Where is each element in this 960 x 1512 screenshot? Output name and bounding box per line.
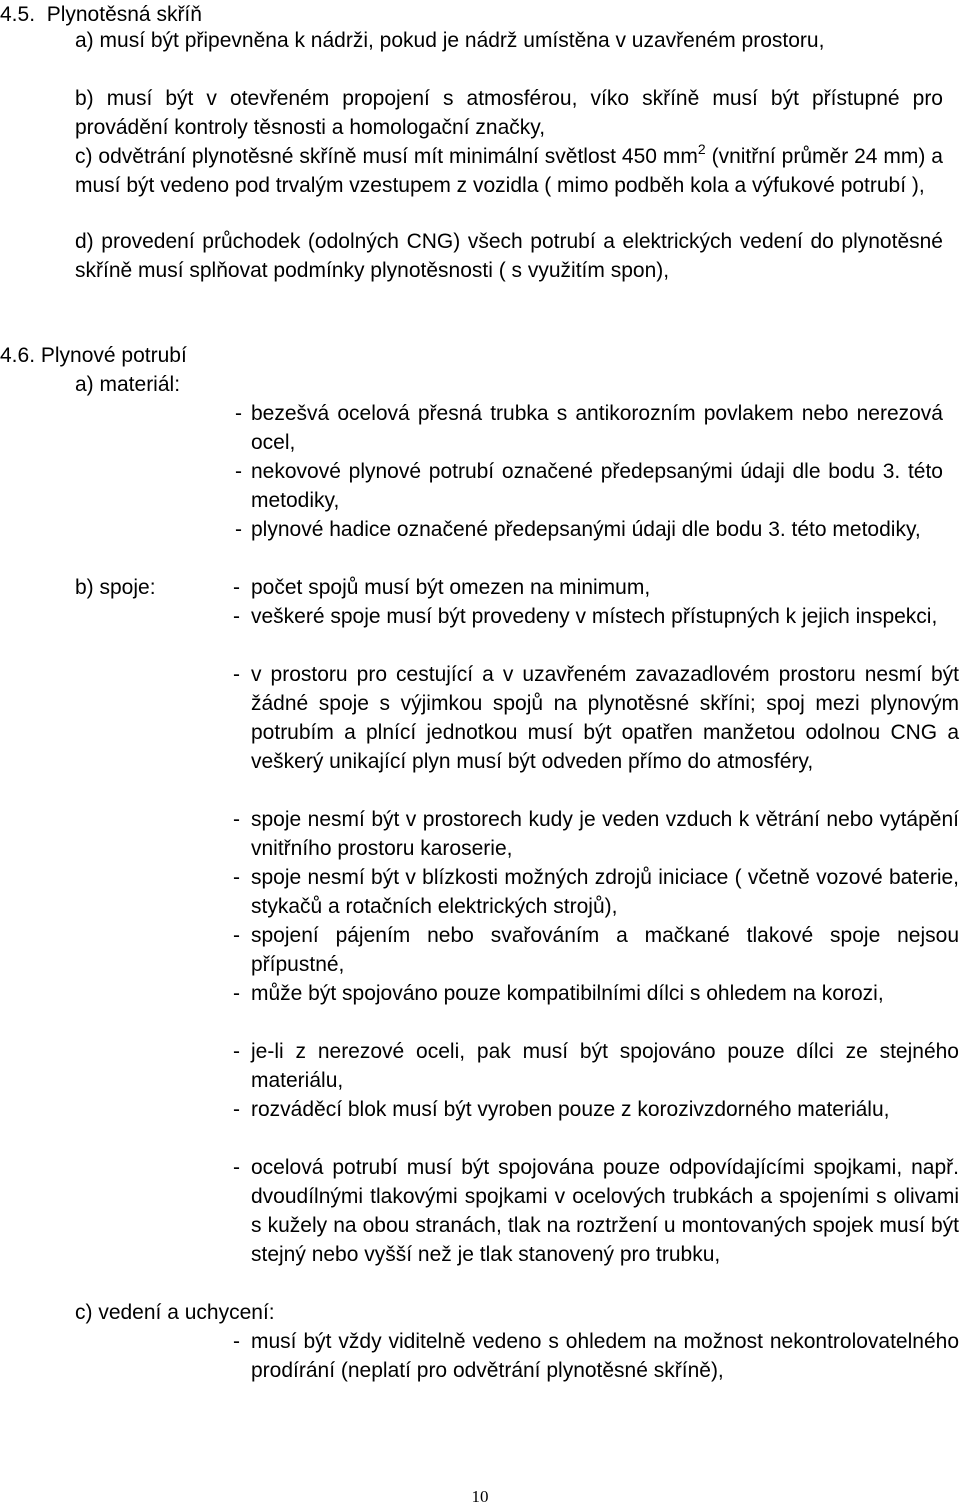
dash: - [233, 924, 240, 947]
section-heading-4-5 [0, 0, 202, 29]
list-item [233, 979, 959, 1008]
item-text: musí být v otevřeném propojení s atmosférou, víko skříně musí být přístupné pro provádění kontroly těsnosti a homologační značky, [75, 87, 943, 139]
list-item [235, 399, 943, 457]
dash: - [233, 1156, 240, 1179]
bullet-text: spoje nesmí být v prostorech kudy je veden vzduch k větrání nebo vytápění vnitřního prostoru karoserie, [251, 808, 959, 860]
bullet-text: bezešvá ocelová přesná trubka s antikorozním povlakem nebo nerezová ocel, [251, 402, 943, 454]
section-title: Plynotěsná skříň [46, 3, 202, 26]
bullet-text: v prostoru pro cestující a v uzavřeném zavazadlovém prostoru nesmí být žádné spoje s výjimkou spojů na plynotěsné skříni; spoj mezi plynovým potrubím a plnící jednotkou musí být opatřen manžetou odolnou CNG a veškerý unikající plyn musí být odveden přímo do atmosféry, [251, 663, 959, 773]
bullet-text: je-li z nerezové oceli, pak musí být spojováno pouze dílci ze stejného materiálu, [251, 1040, 959, 1092]
list-item [233, 863, 959, 921]
bullet-text: rozváděcí blok musí být vyroben pouze z korozivzdorného materiálu, [251, 1098, 890, 1121]
list-item [233, 573, 959, 602]
dash: - [233, 605, 240, 628]
bullet-text: spojení pájením nebo svařováním a mačkané tlakové spoje nejsou přípustné, [251, 924, 959, 976]
dash: - [233, 1330, 240, 1353]
section-title: Plynové potrubí [40, 344, 187, 367]
bullet-text: veškeré spoje musí být provedeny v místech přístupných k jejich inspekci, [251, 605, 938, 628]
item-label: b) [75, 87, 94, 110]
dash: - [233, 808, 240, 831]
bullet-text: může být spojováno pouze kompatibilními dílci s ohledem na korozi, [251, 982, 884, 1005]
item-label: c) [75, 145, 93, 168]
list-item [233, 1037, 959, 1095]
superscript: 2 [697, 141, 706, 157]
bullet-text: plynové hadice označené předepsanými údaji dle bodu 3. této metodiky, [251, 518, 921, 541]
dash: - [235, 518, 242, 541]
subsection-label-material: a) materiál: [75, 373, 181, 396]
dash: - [233, 1098, 240, 1121]
list-item-4-5-c [75, 142, 943, 200]
list-item [233, 921, 959, 979]
list-item [235, 457, 943, 515]
dash: - [233, 576, 240, 599]
bullet-text: počet spojů musí být omezen na minimum, [251, 576, 651, 599]
list-item [233, 602, 959, 631]
item-text: odvětrání plynotěsné skříně musí mít minimální světlost 450 mm [98, 145, 698, 168]
bullet-text: nekovové plynové potrubí označené předepsanými údaji dle bodu 3. této metodiky, [251, 460, 943, 512]
dash: - [233, 982, 240, 1005]
list-item-4-5-b [75, 84, 943, 142]
subsection-label-vedeni: c) vedení a uchycení: [75, 1301, 275, 1324]
bullet-text: spoje nesmí být v blízkosti možných zdrojů iniciace ( včetně vozové baterie, stykačů a rotačních elektrických strojů), [251, 866, 959, 918]
list-item [235, 515, 943, 544]
item-text: provedení průchodek (odolných CNG) všech potrubí a elektrických vedení do plynotěsné skříně musí splňovat podmínky plynotěsnosti ( s využitím spon), [75, 230, 943, 282]
list-item-4-5-a [75, 26, 943, 55]
dash: - [233, 866, 240, 889]
item-text: musí být připevněna k nádrži, pokud je nádrž umístěna v uzavřeném prostoru, [99, 29, 825, 52]
page-number: 10 [471, 1487, 489, 1506]
item-label: d) [75, 230, 94, 253]
list-item [233, 805, 959, 863]
bullet-text: ocelová potrubí musí být spojována pouze odpovídajícími spojkami, např. dvoudílnými tlakovými spojkami v ocelových trubkách a spojeními s olivami s kužely na obou stranách, tlak na roztržení u montovaných spojek musí být stejný nebo vyšší než je tlak stanovený pro trubku, [251, 1156, 959, 1266]
item-text-cont: (vnitřní průměr 24 mm) a musí být vedeno pod trvalým vzestupem z vozidla ( mimo podběh kola a výfukové potrubí ), [75, 145, 943, 197]
section-heading-4-6 [0, 341, 187, 370]
list-item [233, 1153, 959, 1269]
list-item [233, 1327, 959, 1385]
dash: - [233, 1040, 240, 1063]
dash: - [235, 460, 242, 483]
dash: - [235, 402, 242, 425]
list-item [233, 660, 959, 776]
list-item [233, 1095, 959, 1124]
dash: - [233, 663, 240, 686]
bullet-text: musí být vždy viditelně vedeno s ohledem na možnost nekontrolovatelného prodírání (neplatí pro odvětrání plynotěsné skříně), [251, 1330, 959, 1382]
subsection-label-spoje: b) spoje: [75, 576, 156, 599]
section-number: 4.5. [0, 3, 36, 26]
list-item-4-5-d [75, 227, 943, 285]
item-label: a) [75, 29, 94, 52]
section-number: 4.6. [0, 344, 36, 367]
